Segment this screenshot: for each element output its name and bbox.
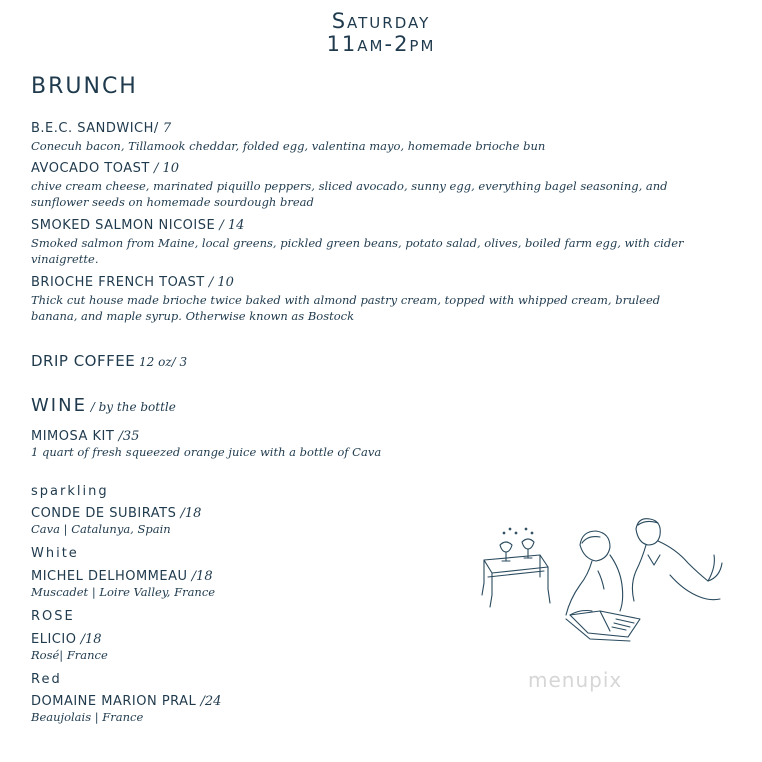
item-name-text: AVOCADO TOAST <box>31 161 150 176</box>
item-price: / 10 <box>204 275 234 290</box>
item-name-text: MICHEL DELHOMMEAU <box>31 569 188 584</box>
item-price: 7 <box>158 121 172 136</box>
wine-category-heading: ROSE <box>31 609 75 624</box>
wine-region: Cava | Catalunya, Spain <box>31 522 171 536</box>
menu-item-description: Smoked salmon from Maine, local greens, pickled green beans, potato salad, olives, boiled farm egg, with cider <box>31 236 684 250</box>
wine-region: Rosé| France <box>31 648 108 662</box>
item-price: / 10 <box>149 161 180 176</box>
menu-item-description: sunflower seeds on homemade sourdough bread <box>31 195 314 209</box>
item-name-text: BRIOCHE FRENCH TOAST <box>31 275 205 290</box>
wine-item-name <box>31 569 213 584</box>
brunch-title: BRUNCH <box>31 74 138 99</box>
watermark: menupix <box>528 668 623 692</box>
menu-item-description: vinaigrette. <box>31 252 99 266</box>
couple-reading-picnic-illustration <box>470 515 730 660</box>
wine-category-heading: Red <box>31 672 62 687</box>
wine-item-name <box>31 506 201 521</box>
coffee-item <box>31 352 187 370</box>
menu-item-name <box>31 275 234 290</box>
item-name-text: ELICIO <box>31 632 77 647</box>
item-name-text: MIMOSA KIT <box>31 429 115 444</box>
item-name-text: DOMAINE MARION PRAL <box>31 694 197 709</box>
item-price: /35 <box>114 429 140 444</box>
menu-item-description: banana, and maple syrup. Otherwise known as Bostock <box>31 309 355 323</box>
wine-item-name <box>31 694 221 709</box>
coffee-name: DRIP COFFEE <box>31 352 136 370</box>
coffee-detail: 12 oz/ 3 <box>135 355 188 369</box>
menu-item-name <box>31 218 244 233</box>
wine-item-name <box>31 632 102 647</box>
item-name-text: B.E.C. SANDWICH/ <box>31 121 159 136</box>
mimosa-item <box>31 429 139 444</box>
menu-item-description: Conecuh bacon, Tillamook cheddar, folded egg, valentina mayo, homemade brioche bun <box>31 139 546 153</box>
mimosa-description: 1 quart of fresh squeezed orange juice with a bottle of Cava <box>31 445 382 459</box>
wine-subtitle: / by the bottle <box>86 400 176 414</box>
day-label: Saturday <box>331 9 431 33</box>
wine-region: Beaujolais | France <box>31 710 144 724</box>
menu-item-description: chive cream cheese, marinated piquillo peppers, sliced avocado, sunny egg, everything bagel seasoning, and <box>31 179 668 193</box>
wine-category-heading: sparkling <box>31 484 109 499</box>
item-price: /18 <box>187 569 213 584</box>
menu-item-name <box>31 121 171 136</box>
wine-category-heading: White <box>31 546 79 561</box>
wine-title-text: WINE <box>31 395 87 416</box>
item-price: /24 <box>196 694 222 709</box>
item-price: / 14 <box>215 218 245 233</box>
menu-item-description: Thick cut house made brioche twice baked with almond pastry cream, topped with whipped cream, bruleed <box>31 293 661 307</box>
wine-title <box>31 395 176 416</box>
hours-label: 11am-2pm <box>326 32 436 56</box>
menu-header <box>0 10 762 56</box>
item-price: /18 <box>176 506 202 521</box>
item-price: /18 <box>76 632 102 647</box>
item-name-text: SMOKED SALMON NICOISE <box>31 218 216 233</box>
item-name-text: CONDE DE SUBIRATS <box>31 506 177 521</box>
wine-region: Muscadet | Loire Valley, France <box>31 585 216 599</box>
menu-item-name <box>31 161 179 176</box>
